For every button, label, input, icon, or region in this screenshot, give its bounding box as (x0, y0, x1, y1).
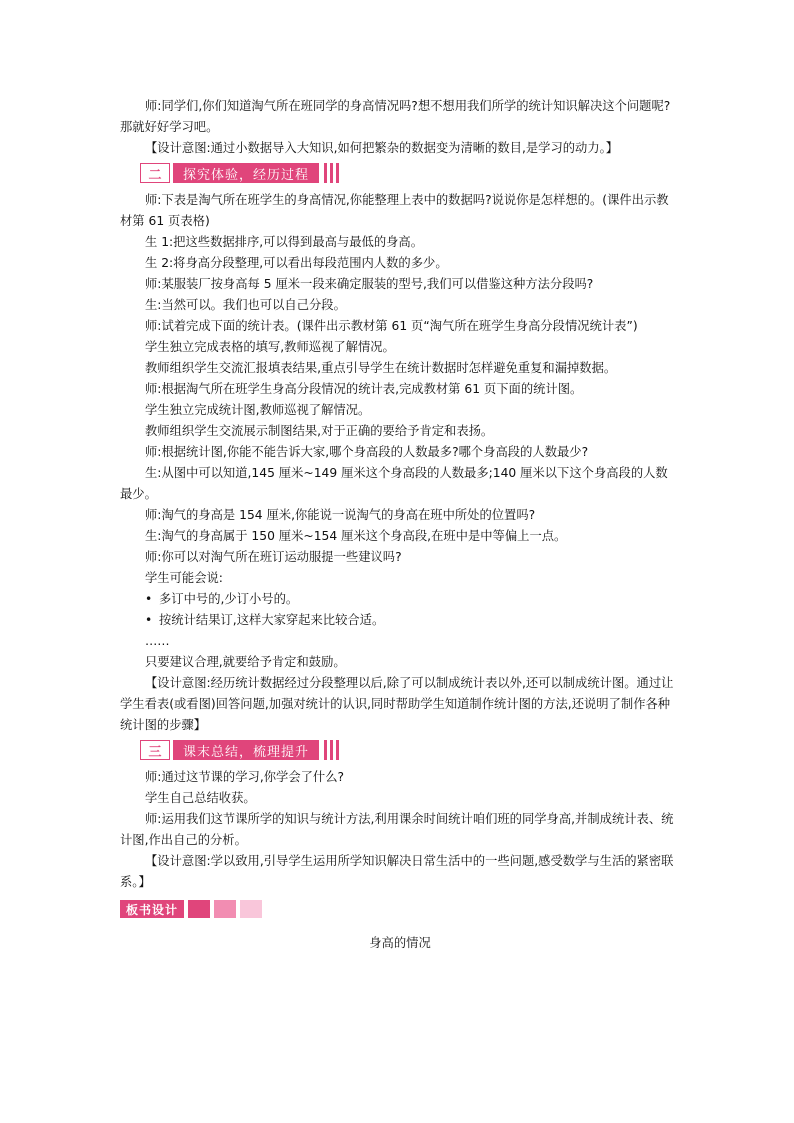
document-page (120, 96, 680, 954)
decorative-stripes (321, 740, 339, 760)
board-design-header (120, 899, 680, 919)
decorative-square (214, 900, 236, 918)
design-intent-note-3: 【设计意图:学以致用,引导学生运用所学知识解决日常生活中的一些问题,感受数学与生活的紧密联系。】 (120, 854, 674, 889)
paragraph: 生 2:将身高分段整理,可以看出每段范围内人数的多少。 (145, 256, 448, 270)
paragraph: 师:根据淘气所在班学生身高分段情况的统计表,完成教材第 61 页下面的统计图。 (145, 382, 583, 396)
bullet-item: • 多订中号的,少订小号的。 (120, 589, 680, 610)
paragraph: 生:淘气的身高属于 150 厘米~154 厘米这个身高段,在班中是中等偏上一点。 (145, 529, 567, 543)
paragraph: 师:某服装厂按身高每 5 厘米一段来确定服装的型号,我们可以借鉴这种方法分段吗? (145, 277, 594, 291)
section-number: 三 (140, 740, 170, 760)
board-design-label: 板书设计 (120, 900, 184, 918)
paragraph: 师:淘气的身高是 154 厘米,你能说一说淘气的身高在班中所处的位置吗? (145, 508, 536, 522)
section-header-2 (140, 162, 680, 184)
paragraph: 生:从图中可以知道,145 厘米~149 厘米这个身高段的人数最多;140 厘米以下这个身高段的人数最少。 (120, 466, 668, 501)
paragraph: 教师组织学生交流汇报填表结果,重点引导学生在统计数据时怎样避免重复和漏掉数据。 (145, 361, 617, 375)
paragraph: 师:试着完成下面的统计表。(课件出示教材第 61 页“淘气所在班学生身高分段情况统计表”) (145, 319, 638, 333)
decorative-square (188, 900, 210, 918)
paragraph: 学生可能会说: (145, 571, 223, 585)
paragraph: 生 1:把这些数据排序,可以得到最高与最低的身高。 (145, 235, 424, 249)
paragraph: 学生独立完成统计图,教师巡视了解情况。 (145, 403, 371, 417)
paragraph: 师:运用我们这节课所学的知识与统计方法,利用课余时间统计咱们班的同学身高,并制成统计表、统计图,作出自己的分析。 (120, 812, 674, 847)
section-number: 二 (140, 163, 170, 183)
paragraph: 只要建议合理,就要给予肯定和鼓励。 (145, 655, 346, 669)
paragraph: 师:根据统计图,你能不能告诉大家,哪个身高段的人数最多?哪个身高段的人数最少? (145, 445, 589, 459)
paragraph: 学生独立完成表格的填写,教师巡视了解情况。 (145, 340, 395, 354)
decorative-stripes (321, 163, 339, 183)
paragraph: 师:你可以对淘气所在班订运动服提一些建议吗? (145, 550, 402, 564)
design-intent-note-1: 【设计意图:通过小数据导入大知识,如何把繁杂的数据变为清晰的数目,是学习的动力。】 (145, 141, 619, 155)
paragraph: 生:当然可以。我们也可以自己分段。 (145, 298, 346, 312)
section-title: 探究体验，经历过程 (173, 163, 319, 183)
board-title: 身高的情况 (369, 936, 431, 950)
section-header-3 (140, 739, 680, 761)
section-title: 课末总结，梳理提升 (173, 740, 319, 760)
paragraph: 学生自己总结收获。 (145, 791, 256, 805)
paragraph: 师:下表是淘气所在班学生的身高情况,你能整理上表中的数据吗?说说你是怎样想的。(课件出示教材第 61 页表格) (120, 193, 669, 228)
paragraph: 教师组织学生交流展示制图结果,对于正确的要给予肯定和表扬。 (145, 424, 494, 438)
bullet-dot-icon: • (145, 613, 153, 627)
intro-paragraph: 师:同学们,你们知道淘气所在班同学的身高情况吗?想不想用我们所学的统计知识解决这个问题呢?那就好好学习吧。 (120, 99, 671, 134)
decorative-square (240, 900, 262, 918)
bullet-dot-icon: • (145, 592, 153, 606)
bullet-item: • 按统计结果订,这样大家穿起来比较合适。 (120, 610, 680, 631)
paragraph: 师:通过这节课的学习,你学会了什么? (145, 770, 345, 784)
ellipsis: …… (145, 634, 170, 648)
design-intent-note-2: 【设计意图:经历统计数据经过分段整理以后,除了可以制成统计表以外,还可以制成统计图。通过让学生看表(或看图)回答问题,加强对统计的认识,同时帮助学生知道制作统计图的方法,还说明了制作各种统计图的步骤】 (120, 676, 674, 732)
